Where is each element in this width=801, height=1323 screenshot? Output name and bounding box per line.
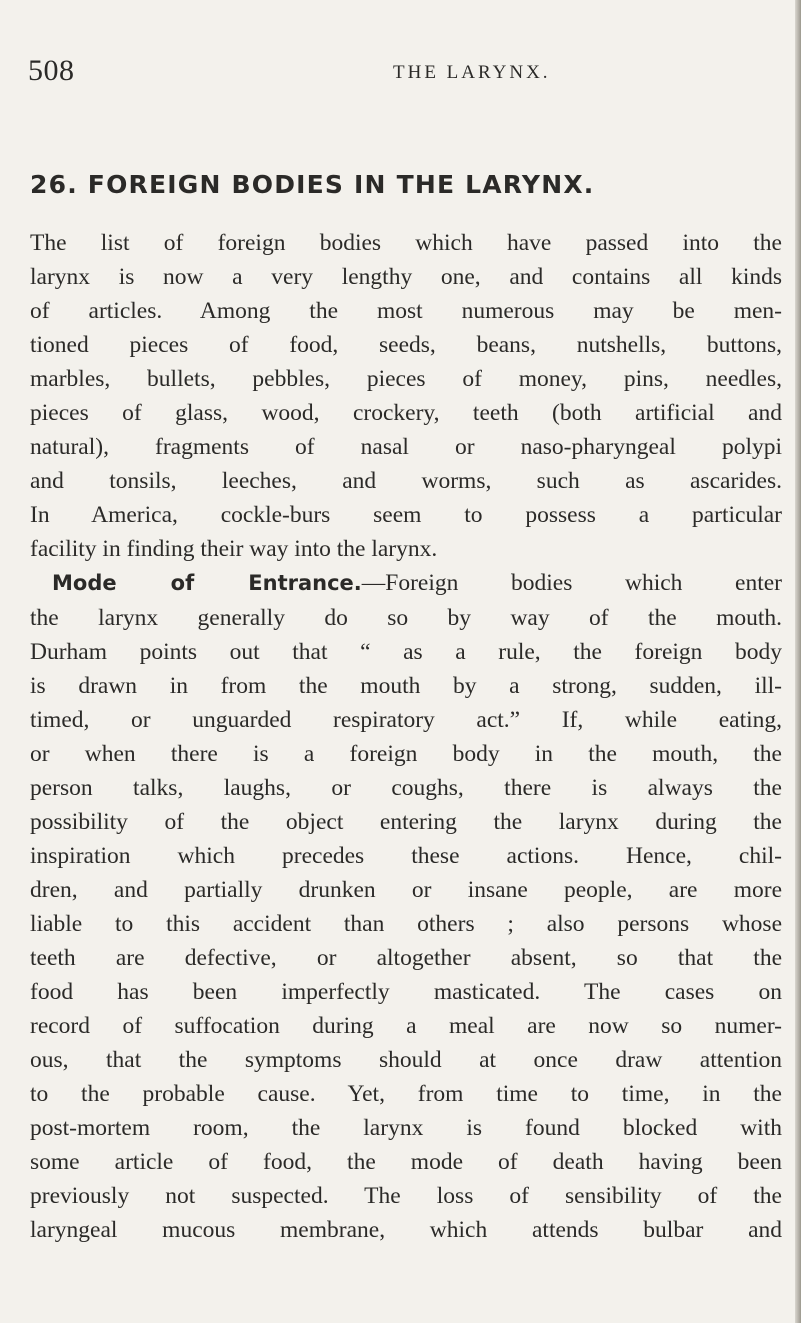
text-line: larynx is now a very lengthy one, and contains all kinds	[30, 264, 782, 291]
text-line: liable to this accident than others ; also persons whose	[30, 910, 782, 937]
text-line: or when there is a foreign body in the mouth, the	[30, 740, 782, 767]
subsection-first-line-text: —Foreign bodies which enter	[361, 570, 782, 597]
text-line: pieces of glass, wood, crockery, teeth (both artificial and	[30, 400, 782, 427]
text-line: In America, cockle-burs seem to possess a particular	[30, 502, 782, 529]
page-number: 508	[28, 54, 75, 87]
text-line: tioned pieces of food, seeds, beans, nutshells, buttons,	[30, 332, 782, 359]
text-line: and tonsils, leeches, and worms, such as ascarides.	[30, 468, 782, 495]
text-line: marbles, bullets, pebbles, pieces of money, pins, needles,	[30, 366, 782, 393]
text-line: Durham points out that “ as a rule, the foreign body	[30, 638, 782, 665]
subsection-heading: Mode of Entrance.	[52, 571, 362, 596]
text-line: previously not suspected. The loss of sensibility of the	[30, 1183, 782, 1210]
text-line: laryngeal mucous membrane, which attends bulbar and	[30, 1217, 782, 1244]
text-line: food has been imperfectly masticated. The cases on	[30, 979, 782, 1006]
running-title: THE LARYNX.	[393, 62, 551, 83]
text-line: ous, that the symptoms should at once draw attention	[30, 1047, 782, 1074]
text-line: inspiration which precedes these actions. Hence, chil-	[30, 842, 782, 869]
text-line: The list of foreign bodies which have passed into the	[30, 230, 782, 256]
text-line: some article of food, the mode of death having been	[30, 1149, 782, 1176]
text-line: natural), fragments of nasal or naso-pharyngeal polypi	[30, 434, 782, 461]
text-line: person talks, laughs, or coughs, there is always the	[30, 774, 782, 801]
text-line: dren, and partially drunken or insane people, are more	[30, 876, 782, 903]
text-line: possibility of the object entering the larynx during the	[30, 808, 782, 835]
text-line: of articles. Among the most numerous may be men-	[30, 298, 782, 325]
page-edge	[795, 0, 801, 1323]
section-heading: 26. FOREIGN BODIES IN THE LARYNX.	[30, 170, 595, 199]
text-line: is drawn in from the mouth by a strong, sudden, ill-	[30, 672, 782, 699]
text-line: the larynx generally do so by way of the mouth.	[30, 604, 782, 631]
subsection-first-line	[30, 566, 782, 600]
text-line: to the probable cause. Yet, from time to time, in the	[30, 1081, 782, 1108]
text-body	[30, 226, 782, 1247]
text-line: record of suffocation during a meal are now so numer-	[30, 1013, 782, 1040]
running-head	[0, 54, 801, 94]
text-line: facility in finding their way into the larynx.	[30, 536, 438, 563]
text-line: post-mortem room, the larynx is found blocked with	[30, 1115, 782, 1142]
text-line: teeth are defective, or altogether absent, so that the	[30, 944, 782, 971]
text-line: timed, or unguarded respiratory act.” If, while eating,	[30, 706, 782, 733]
